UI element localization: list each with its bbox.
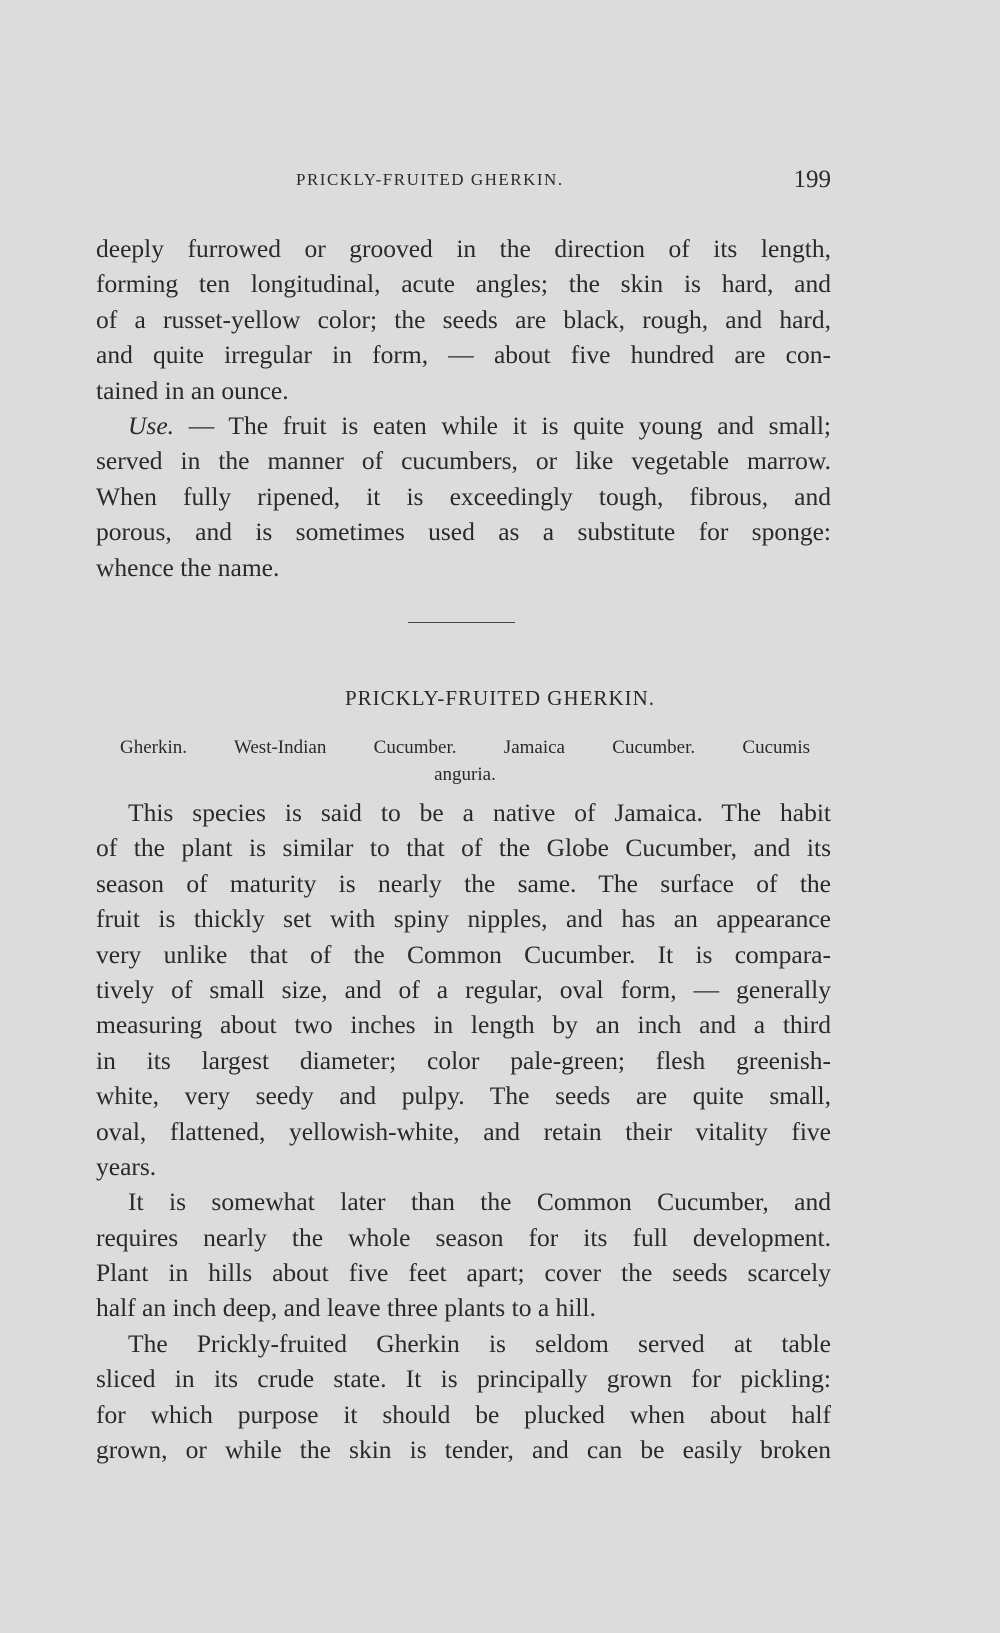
text-line: sliced in its crude state. It is principally grown for pickling: bbox=[96, 1364, 831, 1394]
section-divider bbox=[408, 622, 515, 623]
synonyms-line: Gherkin. West-Indian Cucumber. Jamaica Cucumber. Cucumis bbox=[120, 737, 810, 758]
running-title: PRICKLY-FRUITED GHERKIN. bbox=[296, 170, 564, 189]
text-line: served in the manner of cucumbers, or like vegetable marrow. bbox=[96, 446, 831, 476]
body-text-section bbox=[96, 795, 831, 1467]
text-line: of the plant is similar to that of the Globe Cucumber, and its bbox=[96, 833, 831, 863]
text-line: deeply furrowed or grooved in the direction of its length, bbox=[96, 234, 831, 263]
synonyms bbox=[120, 734, 810, 788]
text-line: white, very seedy and pulpy. The seeds are quite small, bbox=[96, 1081, 831, 1111]
text-line: measuring about two inches in length by an inch and a third bbox=[96, 1010, 831, 1040]
text-line: The Prickly-fruited Gherkin is seldom served at table bbox=[128, 1328, 831, 1358]
synonyms-line: anguria. bbox=[434, 764, 496, 785]
text-line: requires nearly the whole season for its full development. bbox=[96, 1222, 831, 1252]
use-label: Use. bbox=[128, 410, 175, 440]
text-line: years. bbox=[96, 1151, 157, 1181]
text-line: of a russet-yellow color; the seeds are black, rough, and hard, bbox=[96, 304, 831, 334]
text-line: Plant in hills about five feet apart; cover the seeds scarcely bbox=[96, 1258, 831, 1288]
text-line: for which purpose it should be plucked when about half bbox=[96, 1399, 831, 1429]
text-line: This species is said to be a native of Jamaica. The habit bbox=[128, 798, 831, 827]
body-text-top bbox=[96, 231, 831, 585]
text-line: porous, and is sometimes used as a substitute for sponge: bbox=[96, 517, 831, 547]
text-line: whence the name. bbox=[96, 552, 280, 582]
running-header bbox=[96, 166, 831, 196]
page-number: 199 bbox=[793, 166, 831, 193]
text-line: half an inch deep, and leave three plants to a hill. bbox=[96, 1293, 596, 1323]
text-line: When fully ripened, it is exceedingly tough, fibrous, and bbox=[96, 481, 831, 511]
text-line: fruit is thickly set with spiny nipples, and has an appearance bbox=[96, 904, 831, 934]
text-line: grown, or while the skin is tender, and can be easily broken bbox=[96, 1435, 831, 1465]
text-line: oval, flattened, yellowish-white, and retain their vitality five bbox=[96, 1116, 831, 1146]
text-line: It is somewhat later than the Common Cucumber, and bbox=[128, 1187, 831, 1217]
text-line: season of maturity is nearly the same. The surface of the bbox=[96, 868, 831, 898]
text-line: and quite irregular in form, — about five hundred are con- bbox=[96, 340, 831, 370]
text-line: forming ten longitudinal, acute angles; the skin is hard, and bbox=[96, 269, 831, 299]
text-line: tively of small size, and of a regular, oval form, — generally bbox=[96, 974, 831, 1004]
text-line: very unlike that of the Common Cucumber. It is compara- bbox=[96, 939, 831, 969]
section-title: PRICKLY-FRUITED GHERKIN. bbox=[344, 686, 656, 710]
text-line: in its largest diameter; color pale-green; flesh greenish- bbox=[96, 1045, 831, 1075]
use-paragraph-first-line bbox=[96, 408, 831, 443]
text-fragment: — The fruit is eaten while it is quite young and small; bbox=[174, 410, 831, 440]
text-line: tained in an ounce. bbox=[96, 375, 289, 405]
